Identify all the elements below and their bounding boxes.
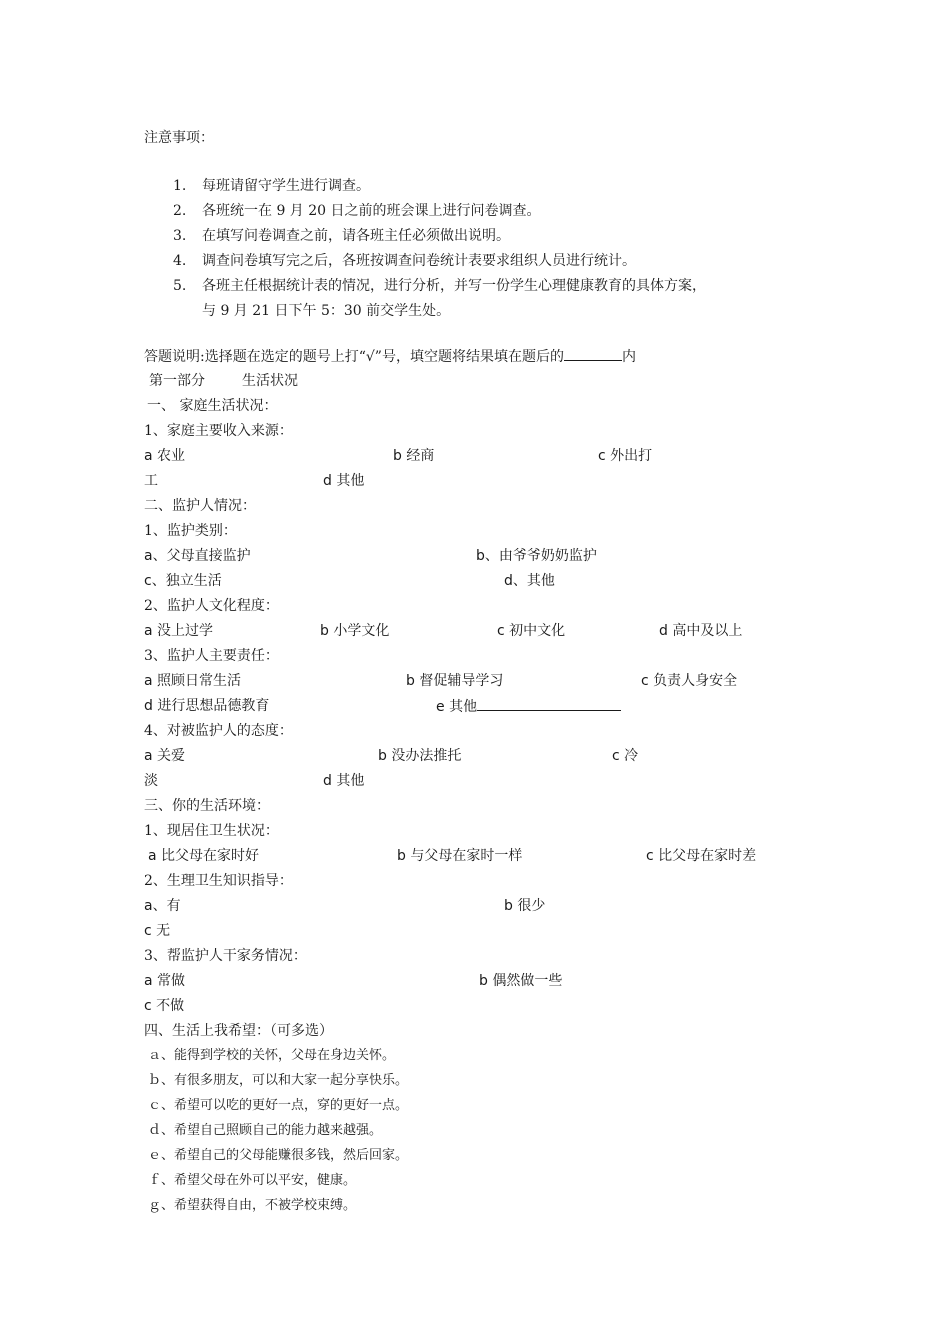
- option-education-a[interactable]: a 没上过学: [144, 623, 214, 639]
- question-guardian-type: 1、监护类别：: [144, 523, 237, 539]
- option-duty-e-label: e 其他: [436, 699, 478, 715]
- option-education-c[interactable]: c 初中文化: [497, 623, 566, 639]
- note-2-number: 2.: [173, 203, 187, 219]
- note-1-number: 1.: [173, 178, 187, 194]
- option-guidance-b[interactable]: b 很少: [504, 898, 546, 914]
- option-guidance-c[interactable]: c 无: [144, 923, 171, 939]
- part-label: 第一部分: [149, 373, 205, 389]
- answer-instructions: [144, 346, 636, 367]
- option-guardian-type-c[interactable]: c、独立生活: [144, 573, 222, 589]
- option-guidance-a[interactable]: a、有: [144, 898, 181, 914]
- section-4-heading: 四、生活上我希望：（可多选）: [144, 1023, 333, 1039]
- instructions-text: 答题说明:选择题在选定的题号上打“√”号，填空题将结果填在题后的: [144, 349, 564, 365]
- wish-option-g[interactable]: ｇ、希望获得自由，不被学校束缚。: [148, 1198, 357, 1213]
- fill-blank-line[interactable]: [564, 346, 622, 361]
- option-hygiene-b[interactable]: b 与父母在家时一样: [397, 848, 523, 864]
- option-guardian-type-a[interactable]: a、父母直接监护: [144, 548, 251, 564]
- option-income-d[interactable]: d 其他: [323, 473, 365, 489]
- note-3-number: 3.: [173, 228, 187, 244]
- section-1-heading: 一、 家庭生活状况：: [147, 398, 278, 414]
- wish-option-c[interactable]: ｃ、希望可以吃的更好一点，穿的更好一点。: [148, 1098, 409, 1113]
- option-income-a[interactable]: a 农业: [144, 448, 186, 464]
- option-attitude-b[interactable]: b 没办法推托: [378, 748, 462, 764]
- option-housework-c[interactable]: c 不做: [144, 998, 185, 1014]
- question-guardian-education: 2、监护人文化程度：: [144, 598, 279, 614]
- wish-option-d[interactable]: ｄ、希望自己照顾自己的能力越来越强。: [148, 1123, 383, 1138]
- option-income-c-continued: 工: [144, 473, 158, 489]
- option-housework-a[interactable]: a 常做: [144, 973, 186, 989]
- option-guardian-type-b[interactable]: b、由爷爷奶奶监护: [476, 548, 597, 564]
- note-1-text: 每班请留守学生进行调查。: [202, 178, 370, 194]
- option-hygiene-c[interactable]: c 比父母在家时差: [646, 848, 757, 864]
- part-title: 生活状况: [242, 373, 298, 389]
- wish-option-b[interactable]: ｂ、有很多朋友，可以和大家一起分享快乐。: [148, 1073, 409, 1088]
- option-income-c[interactable]: c 外出打: [598, 448, 653, 464]
- note-3-text: 在填写问卷调查之前，请各班主任必须做出说明。: [202, 228, 510, 244]
- option-attitude-a[interactable]: a 关爱: [144, 748, 186, 764]
- option-duty-e[interactable]: [436, 696, 621, 717]
- question-income-source: 1、家庭主要收入来源：: [144, 423, 293, 439]
- question-housework: 3、帮监护人干家务情况：: [144, 948, 307, 964]
- note-5-text-continued: 与 9 月 21 日下午 5：30 前交学生处。: [202, 303, 451, 319]
- question-guardian-duty: 3、监护人主要责任：: [144, 648, 279, 664]
- question-hygiene: 1、现居住卫生状况：: [144, 823, 279, 839]
- wish-option-a[interactable]: ａ、能得到学校的关怀，父母在身边关怀。: [148, 1048, 396, 1063]
- instructions-suffix: 内: [621, 349, 636, 365]
- option-education-d[interactable]: d 高中及以上: [659, 623, 743, 639]
- option-duty-a[interactable]: a 照顾日常生活: [144, 673, 242, 689]
- note-2-text: 各班统一在 9 月 20 日之前的班会课上进行问卷调查。: [202, 203, 541, 219]
- option-duty-d[interactable]: d 进行思想品德教育: [144, 698, 270, 714]
- section-3-heading: 三、你的生活环境：: [144, 798, 270, 814]
- section-2-heading: 二、监护人情况：: [144, 498, 256, 514]
- note-4-text: 调查问卷填写完之后，各班按调查问卷统计表要求组织人员进行统计。: [202, 253, 636, 269]
- wish-option-f[interactable]: ｆ、希望父母在外可以平安，健康。: [148, 1173, 357, 1188]
- option-housework-b[interactable]: b 偶然做一些: [479, 973, 563, 989]
- note-5-text: 各班主任根据统计表的情况，进行分析，并写一份学生心理健康教育的具体方案，: [202, 278, 706, 294]
- option-attitude-d[interactable]: d 其他: [323, 773, 365, 789]
- option-duty-c[interactable]: c 负责人身安全: [641, 673, 738, 689]
- note-5-number: 5.: [173, 278, 187, 294]
- option-education-b[interactable]: b 小学文化: [320, 623, 390, 639]
- option-attitude-c[interactable]: c 冷: [612, 748, 639, 764]
- notes-heading: 注意事项：: [144, 130, 214, 146]
- option-guardian-type-d[interactable]: d、其他: [504, 573, 555, 589]
- option-hygiene-a[interactable]: a 比父母在家时好: [148, 848, 260, 864]
- option-duty-b[interactable]: b 督促辅导学习: [406, 673, 504, 689]
- duty-other-blank[interactable]: [477, 696, 621, 711]
- option-attitude-c-continued: 淡: [144, 773, 158, 789]
- note-4-number: 4.: [173, 253, 187, 269]
- wish-option-e[interactable]: ｅ、希望自己的父母能赚很多钱，然后回家。: [148, 1148, 409, 1163]
- question-health-guidance: 2、生理卫生知识指导：: [144, 873, 293, 889]
- option-income-b[interactable]: b 经商: [393, 448, 435, 464]
- question-guardian-attitude: 4、对被监护人的态度：: [144, 723, 293, 739]
